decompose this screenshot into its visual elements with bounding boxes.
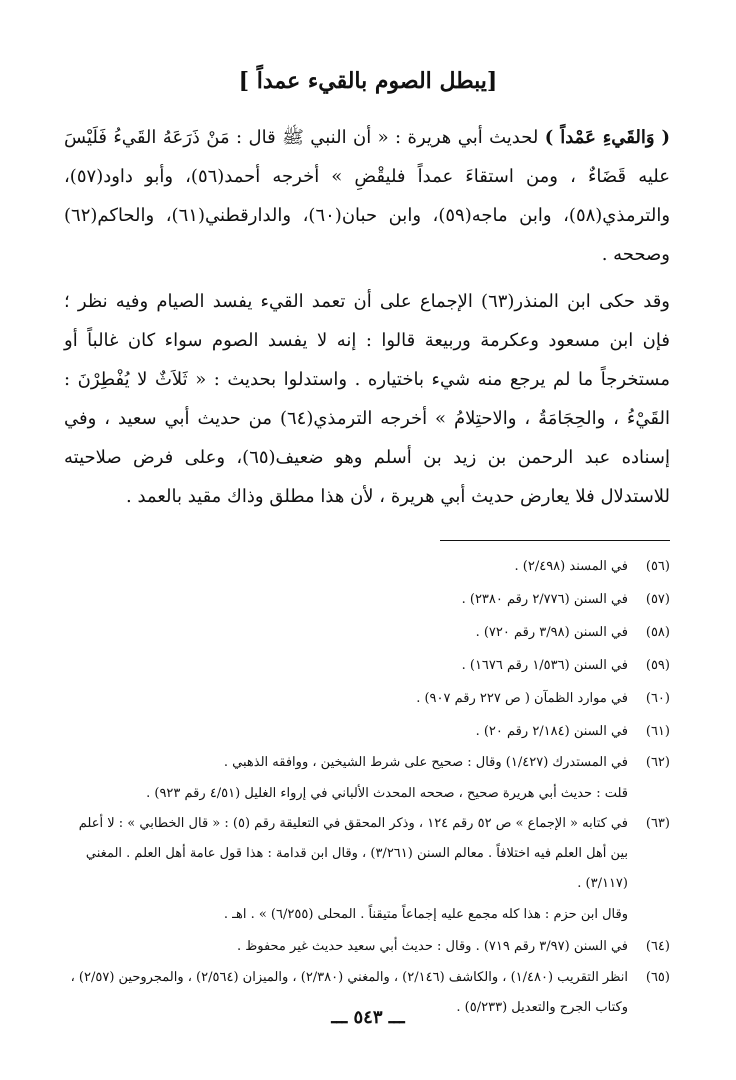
footnote-divider bbox=[440, 540, 670, 541]
footnote bbox=[60, 616, 670, 649]
footnote-text: في السنن (٢/٧٧٦ رقم ٢٣٨٠) . bbox=[461, 592, 628, 607]
footnotes bbox=[60, 550, 670, 1023]
footnote-number: (٦٥) bbox=[645, 970, 670, 985]
footnote-number: (٥٧) bbox=[645, 592, 670, 607]
footnote-number: (٥٨) bbox=[645, 625, 670, 640]
footnote bbox=[60, 809, 670, 930]
footnote-text: انظر التقريب (١/٤٨٠) ، والكاشف (٢/١٤٦) ، والمغني (٢/٣٨٠) ، والميزان (٢/٥٦٤) ، والمجروحين (٢/٥٧) ، وكتاب الجرح والتعديل (٥/٢٣٣) . bbox=[70, 970, 628, 1015]
footnote-continuation: وقال ابن حزم : هذا كله مجمع عليه إجماعاً متيقناً . المحلى (٦/٢٥٥) » . اهـ . bbox=[223, 907, 628, 922]
footnote-body bbox=[60, 809, 628, 930]
footnote bbox=[60, 682, 670, 715]
footnote-number: (٦٢) bbox=[645, 755, 670, 770]
footnote-text: في موارد الظمآن ( ص ٢٢٧ رقم ٩٠٧) . bbox=[416, 691, 628, 706]
footnote-text: في السنن (٢/١٨٤ رقم ٢٠) . bbox=[475, 724, 628, 739]
footnote-number: (٦٣) bbox=[645, 816, 670, 831]
section-heading: [يبطل الصوم بالقيء عمداً ] bbox=[238, 68, 498, 94]
footnote-number: (٥٦) bbox=[645, 559, 670, 574]
footnote-number: (٦١) bbox=[645, 724, 670, 739]
footnote-continuation: قلت : حديث أبي هريرة صحيح ، صححه المحدث الألباني في إرواء الغليل (٤/٥١ رقم ٩٢٣) . bbox=[146, 786, 628, 801]
footnote-text: في كتابه « الإجماع » ص ٥٢ رقم ١٢٤ ، وذكر المحقق في التعليقة رقم (٥) : « قال الخطابي » : لا أعلم بين أهل العلم فيه اختلافاً . معالم السنن (٣/٢٦١) ، وقال ابن قدامة : هذا قول عامة أهل العلم . المغني (٣/١١٧) . bbox=[78, 816, 628, 891]
paragraph-hadith bbox=[64, 118, 670, 274]
matn-lead: ( وَالقَيءِ عَمْداً ) bbox=[544, 127, 670, 148]
footnote-text: في المستدرك (١/٤٢٧) وقال : صحيح على شرط الشيخين ، ووافقه الذهبي . bbox=[223, 755, 628, 770]
footnote bbox=[60, 583, 670, 616]
footnote bbox=[60, 930, 670, 963]
footnote bbox=[60, 649, 670, 682]
page-number: ـــ ٥٤٣ ـــ bbox=[331, 1007, 405, 1028]
footnote-text: في السنن (٣/٩٨ رقم ٧٢٠) . bbox=[475, 625, 628, 640]
footnote bbox=[60, 550, 670, 583]
footnote-number: (٦٤) bbox=[645, 939, 670, 954]
footnote-text: في المسند (٢/٤٩٨) . bbox=[514, 559, 628, 574]
paragraph-ijma: وقد حكى ابن المنذر(٦٣) الإجماع على أن تعمد القيء يفسد الصيام وفيه نظر ؛ فإن ابن مسعود وعكرمة وربيعة قالوا : إنه لا يفسد الصوم سواء كان غالباً أو مستخرجاً ما لم يرجع منه شيء باختياره . واستدلوا بحديث : « ثَلاَثٌ لا يُفْطِرْنَ : القَيْءُ ، والحِجَامَةُ ، والاحتِلامُ » أخرجه الترمذي(٦٤) من حديث أبي سعيد ، وفي إسناده عبد الرحمن بن زيد بن أسلم وهو ضعيف(٦٥)، وعلى فرض صلاحيته للاستدلال فلا يعارض حديث أبي هريرة ، لأن هذا مطلق وذاك مقيد بالعمد . bbox=[64, 291, 671, 507]
footnote bbox=[60, 715, 670, 748]
footnote-number: (٥٩) bbox=[645, 658, 670, 673]
footnote bbox=[60, 748, 670, 809]
footnote-body bbox=[60, 748, 628, 809]
footnote-number: (٦٠) bbox=[645, 691, 670, 706]
footnote-text: في السنن (١/٥٣٦ رقم ١٦٧٦) . bbox=[461, 658, 628, 673]
paragraph-text: لحديث أبي هريرة : « أن النبي ﷺ قال : مَنْ ذَرَعَهُ القَيءُ فَلَيْسَ عليه قَضَاءٌ ، ومن استقاءَ عمداً فليقْضِ » أخرجه أحمد(٥٦)، وأبو داود(٥٧)، والترمذي(٥٨)، وابن ماجه(٥٩)، وابن حبان(٦٠)، والدارقطني(٦١)، والحاكم(٦٢) وصححه . bbox=[64, 127, 671, 265]
footnote-text: في السنن (٣/٩٧ رقم ٧١٩) . وقال : حديث أبي سعيد حديث غير محفوظ . bbox=[236, 939, 628, 954]
